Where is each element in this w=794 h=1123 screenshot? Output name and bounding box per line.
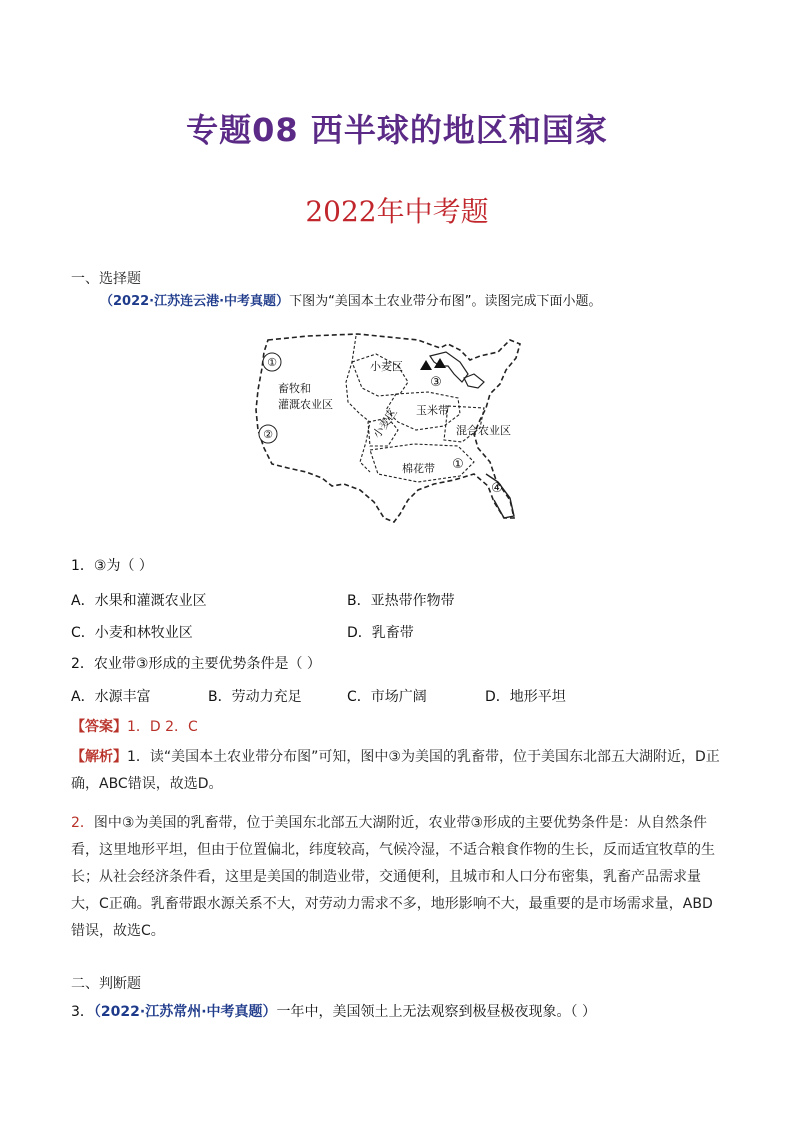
page-subtitle: 2022年中考题: [305, 195, 489, 228]
map-marker-1: ①: [267, 356, 277, 369]
q1-option-c[interactable]: C．小麦和林牧业区: [71, 625, 193, 641]
analysis-p2-num: 2．: [71, 815, 94, 831]
label-corn: 玉米带: [416, 404, 449, 417]
label-irrigation: 灌溉农业区: [278, 398, 333, 411]
map-marker-cotton: ①: [452, 457, 464, 472]
q3-text: 一年中，美国领土上无法观察到极昼极夜现象。（ ）: [276, 1004, 596, 1020]
q1-option-d[interactable]: D．乳畜带: [347, 625, 414, 641]
triangle-marker: [420, 360, 432, 370]
label-ranching: 畜牧和: [278, 382, 311, 395]
q1-stem: 1．③为（ ）: [71, 558, 153, 574]
answer-line: [71, 717, 198, 737]
question-source: （2022·江苏连云港·中考真题）: [100, 294, 290, 309]
label-cotton: 棉花带: [402, 462, 435, 475]
section-heading-choice: 一、选择题: [71, 271, 141, 287]
us-agriculture-map: [248, 322, 530, 527]
question-intro-text: 下图为“美国本土农业带分布图”。读图完成下面小题。: [289, 294, 602, 309]
map-marker-2: ②: [263, 428, 273, 441]
q1-option-b[interactable]: B．亚热带作物带: [347, 593, 455, 609]
q2-option-d[interactable]: D．地形平坦: [485, 689, 566, 705]
q3-line: [71, 1002, 596, 1022]
q1-option-a[interactable]: A．水果和灌溉农业区: [71, 593, 207, 609]
question-intro: [100, 292, 602, 312]
q3-source: （2022·江苏常州·中考真题）: [93, 1004, 277, 1020]
analysis-p1-text: 1．读“美国本土农业带分布图”可知，图中③为美国的乳畜带，位于美国东北部五大湖附近，D正确，ABC错误，故选D。: [71, 749, 720, 792]
q3-num: 3．: [71, 1004, 94, 1020]
page-title: 专题08 西半球的地区和国家: [186, 111, 608, 149]
map-marker-3: ③: [430, 375, 442, 390]
section-heading-judge: 二、判断题: [71, 976, 141, 992]
q2-stem: 2．农业带③形成的主要优势条件是（ ）: [71, 656, 321, 672]
q2-option-a[interactable]: A．水源丰富: [71, 689, 151, 705]
answer-text: 1．D 2．C: [127, 719, 198, 735]
analysis-p1: [71, 744, 723, 798]
q2-option-c[interactable]: C．市场广阔: [347, 689, 427, 705]
label-wheat-south: 小麦区: [370, 406, 400, 441]
analysis-p2: [71, 810, 723, 945]
map-marker-4: ④: [491, 481, 503, 496]
region-boundary: [346, 336, 370, 472]
label-mixed: 混合农业区: [456, 424, 511, 437]
answer-label: 【答案】: [71, 719, 127, 735]
q2-option-b[interactable]: B．劳动力充足: [208, 689, 302, 705]
label-wheat-north: 小麦区: [370, 360, 403, 373]
analysis-label: 【解析】: [71, 749, 127, 765]
analysis-p2-text: 图中③为美国的乳畜带，位于美国东北部五大湖附近，农业带③形成的主要优势条件是：从自然条件看，这里地形平坦，但由于位置偏北，纬度较高，气候冷湿，不适合粮食作物的生长，反而适宜牧草的生长；从社会经济条件看，这里是美国的制造业带，交通便利，且城市和人口分布密集，乳畜产品需求量大，C正确。乳畜带跟水源关系不大，对劳动力需求不多，地形影响不大，最重要的是市场需求量，ABD错误，故选C。: [71, 815, 715, 939]
